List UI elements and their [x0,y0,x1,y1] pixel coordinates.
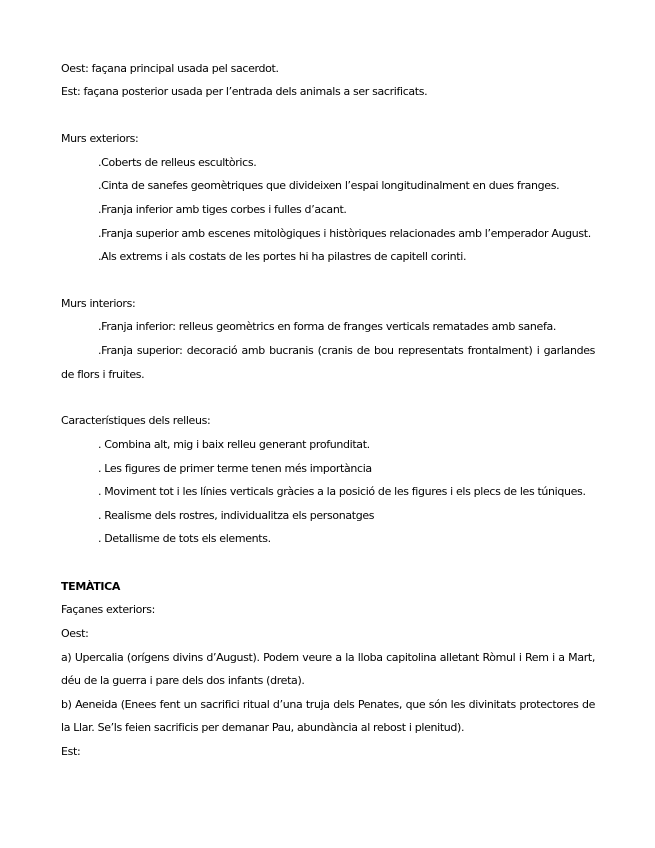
interior-walls-item: .Franja inferior: relleus geomètrics en forma de franges verticals rematades amb sanefa. [98,320,557,333]
relief-features-item: . Combina alt, mig i baix relleu generant profunditat. [98,438,370,451]
east-facade-line: Est: façana posterior usada per l’entrada dels animals a ser sacrificats. [61,85,428,98]
relief-features-heading: Característiques dels relleus: [61,414,211,427]
exterior-walls-heading: Murs exteriors: [61,132,139,145]
exterior-walls-item: .Als extrems i als costats de les portes hi ha pilastres de capitell corinti. [98,250,467,263]
relief-features-item: . Detallisme de tots els elements. [98,532,271,545]
interior-walls-item-continuation: de flors i fruites. [61,368,145,381]
relief-features-item: . Realisme dels rostres, individualitza els personatges [98,509,375,522]
interior-walls-item: .Franja superior: decoració amb bucranis (cranis de bou representats frontalment) i garlandes [98,344,595,357]
west-facade-line: Oest: façana principal usada pel sacerdot. [61,62,279,75]
exterior-walls-item: .Franja inferior amb tiges corbes i fulles d’acant. [98,203,347,216]
paragraph-a-continuation: déu de la guerra i pare dels dos infants (dreta). [61,674,305,687]
east-subheading: Est: [61,745,81,758]
exterior-walls-item: .Franja superior amb escenes mitològiques i històriques relacionades amb l’emperador August. [98,227,591,240]
exterior-facades-heading: Façanes exteriors: [61,603,155,616]
relief-features-item: . Les figures de primer terme tenen més importància [98,462,372,475]
paragraph-a: a) Upercalia (orígens divins d’August). Podem veure a la lloba capitolina alletant Ròmul i Rem i a Mart, [61,651,595,664]
section-heading-tematica: TEMÀTICA [61,580,121,593]
paragraph-b-continuation: la Llar. Se’ls feien sacrificis per demanar Pau, abundància al rebost i plenitud). [61,721,465,734]
relief-features-item: . Moviment tot i les línies verticals gràcies a la posició de les figures i els plecs de les túniques. [98,485,586,498]
paragraph-b: b) Aeneida (Enees fent un sacrifici ritual d’una truja dels Penates, que són les divinitats protectores de [61,698,595,711]
west-subheading: Oest: [61,627,89,640]
interior-walls-heading: Murs interiors: [61,297,136,310]
exterior-walls-item: .Cinta de sanefes geomètriques que divideixen l’espai longitudinalment en dues franges. [98,179,560,192]
exterior-walls-item: .Coberts de relleus escultòrics. [98,156,257,169]
